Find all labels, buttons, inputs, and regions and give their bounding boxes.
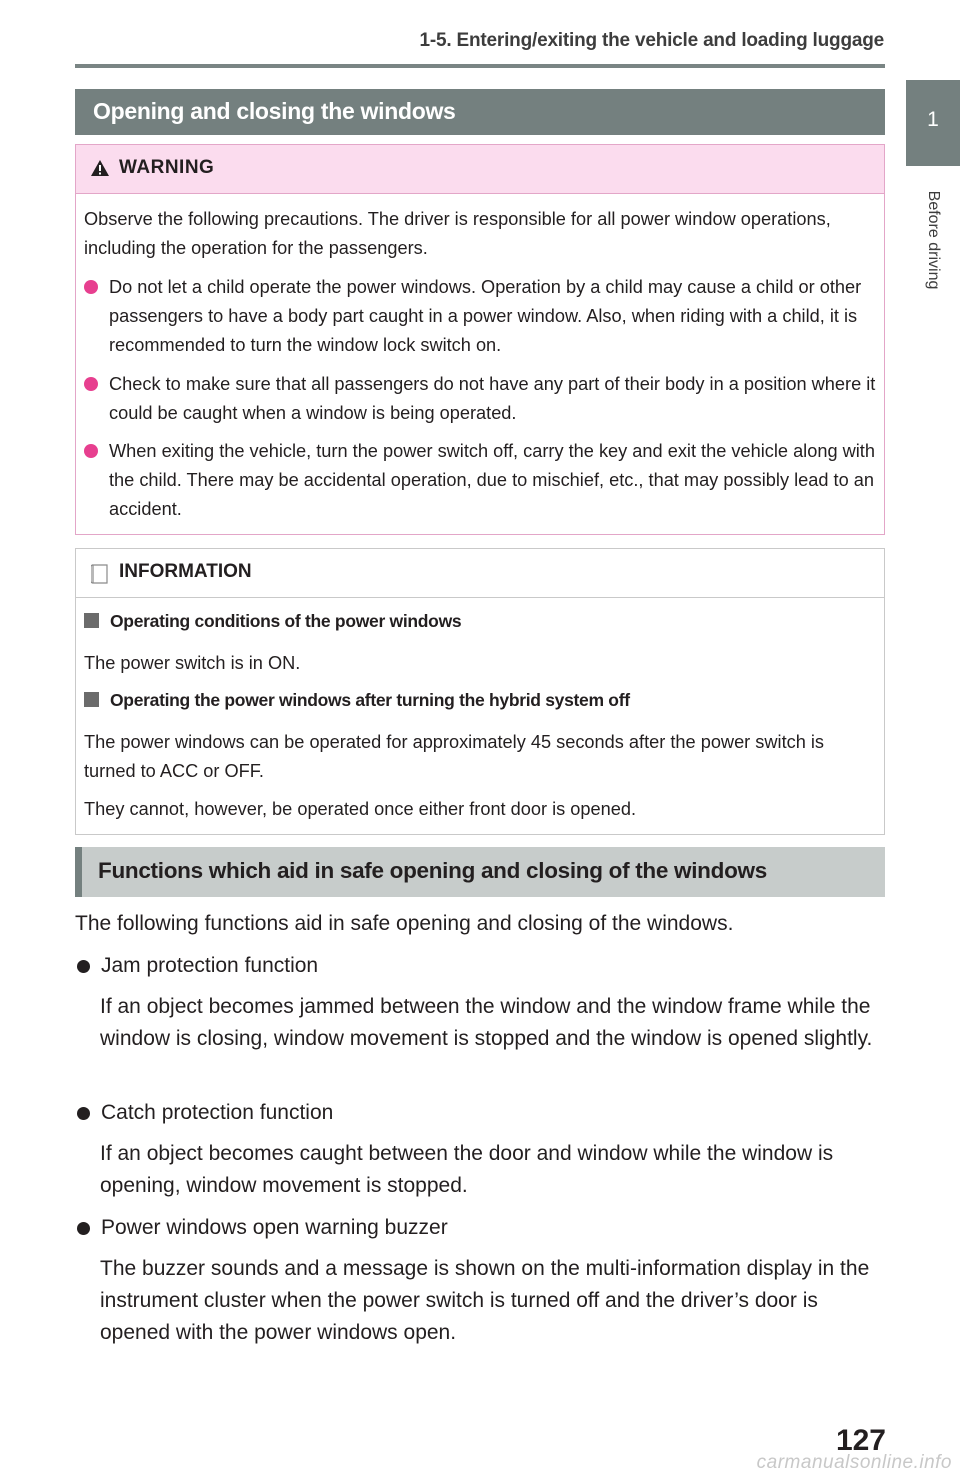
- header-rule: [75, 64, 885, 68]
- function-description: If an object becomes caught between the door and window while the window is opening, window movement is stopped.: [100, 1142, 834, 1197]
- warning-header: [76, 145, 884, 194]
- square-bullet-icon: [84, 613, 99, 628]
- section-heading-opening-closing: [75, 89, 885, 135]
- watermark: carmanualsonline.info: [756, 1452, 952, 1473]
- pink-bullet-icon: [84, 444, 98, 458]
- section-heading-safety-functions: [75, 847, 885, 897]
- function-name: Jam protection function: [101, 954, 319, 977]
- functions-intro: The following functions aid in safe opening and closing of the windows.: [75, 912, 734, 935]
- warning-intro: Observe the following precautions. The driver is responsible for all power window operations, including the operation for the passengers.: [84, 209, 831, 258]
- pink-bullet-icon: [84, 377, 98, 391]
- section-heading-text: Opening and closing the windows: [93, 98, 456, 124]
- chapter-title: 1-5. Entering/exiting the vehicle and loading luggage: [419, 30, 884, 51]
- warning-triangle-icon: [90, 159, 110, 177]
- section-heading-text: Functions which aid in safe opening and closing of the windows: [98, 858, 767, 883]
- memo-icon: [91, 564, 109, 584]
- warning-item-text: When exiting the vehicle, turn the power switch off, carry the key and exit the vehicle along with the child. There may be accidental operation, due to mischief, etc., that may possibly lead to an accident.: [109, 441, 875, 519]
- information-subheading: [84, 690, 874, 711]
- information-subheading-text: Operating conditions of the power windows: [110, 611, 462, 631]
- information-text: The power windows can be operated for approximately 45 seconds after the power switch is turned to ACC or OFF.: [84, 732, 825, 781]
- function-description: The buzzer sounds and a message is shown on the multi-information display in the instrument cluster when the power switch is turned off and the driver’s door is opened with the power windows open.: [100, 1257, 870, 1344]
- bullet-icon: [77, 1222, 90, 1235]
- function-name: Catch protection function: [101, 1101, 334, 1124]
- function-description: If an object becomes jammed between the window and the window frame while the window is closing, window movement is stopped and the window is opened slightly.: [100, 995, 873, 1050]
- pink-bullet-icon: [84, 280, 98, 294]
- information-subheading-text: Operating the power windows after turning the hybrid system off: [110, 690, 630, 710]
- information-box: [75, 548, 885, 835]
- function-name: Power windows open warning buzzer: [101, 1216, 448, 1239]
- information-subheading: [84, 611, 874, 632]
- warning-box: [75, 144, 885, 535]
- square-bullet-icon: [84, 692, 99, 707]
- bullet-icon: [77, 1107, 90, 1120]
- chapter-tab-number: 1: [927, 108, 939, 131]
- warning-item-text: Do not let a child operate the power windows. Operation by a child may cause a child or other passengers to have a body part caught in a power window. Also, when riding with a child, it is recommended to turn the window lock switch on.: [109, 277, 862, 355]
- warning-title: WARNING: [119, 157, 215, 178]
- information-text: They cannot, however, be operated once either front door is opened.: [84, 799, 637, 819]
- chapter-tab-label: Before driving: [925, 190, 942, 290]
- information-text: The power switch is in ON.: [84, 653, 301, 673]
- page-number: 127: [835, 1424, 886, 1457]
- information-header: [76, 549, 884, 598]
- information-title: INFORMATION: [119, 561, 252, 582]
- bullet-icon: [77, 960, 90, 973]
- warning-item-text: Check to make sure that all passengers do not have any part of their body in a position where it could be caught when a window is being operated.: [109, 374, 876, 423]
